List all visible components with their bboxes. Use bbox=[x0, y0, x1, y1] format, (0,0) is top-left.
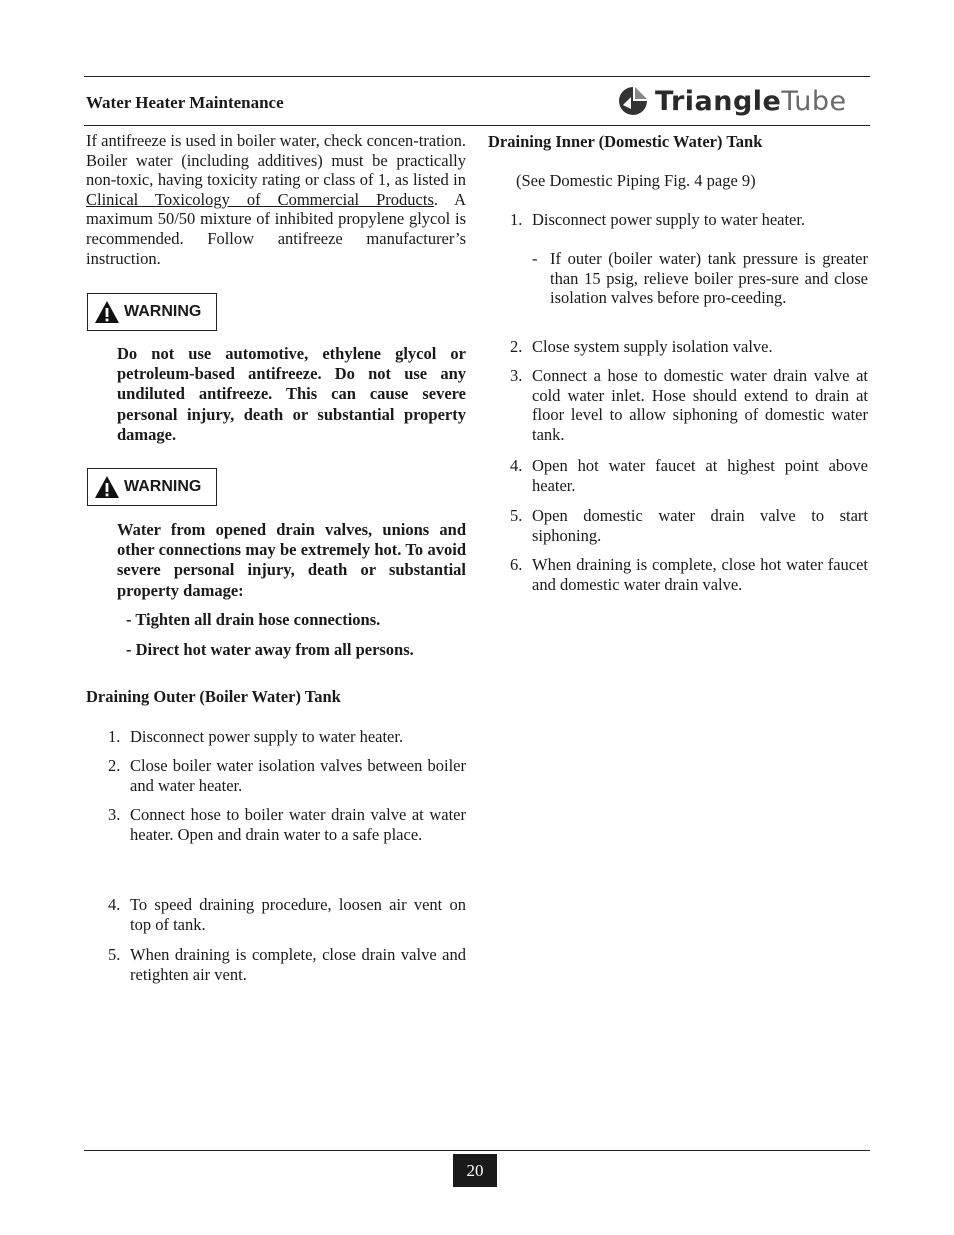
reference-title: Clinical Toxicology of Commercial Products bbox=[86, 189, 434, 209]
list-sub-item: - If outer (boiler water) tank pressure is greater than 15 psig, relieve boiler pres-sure and close isolation valves before pro-ceeding. bbox=[532, 249, 868, 308]
warning-icon bbox=[94, 300, 120, 324]
list-item: 4. Open hot water faucet at highest point above heater. bbox=[510, 456, 868, 495]
list-item: 5. When draining is complete, close drain valve and retighten air vent. bbox=[108, 945, 466, 984]
section-title-inner: Draining Inner (Domestic Water) Tank bbox=[488, 132, 763, 151]
warning-label-1: WARNING bbox=[87, 293, 217, 331]
reference-note: (See Domestic Piping Fig. 4 page 9) bbox=[516, 171, 756, 190]
page-title: Water Heater Maintenance bbox=[86, 93, 284, 112]
footer-rule bbox=[84, 1150, 870, 1151]
list-item: 6. When draining is complete, close hot water faucet and domestic water drain valve. bbox=[510, 555, 868, 594]
list-item: 2. Close boiler water isolation valves between boiler and water heater. bbox=[108, 756, 466, 795]
list-item: 2. Close system supply isolation valve. bbox=[510, 337, 773, 356]
logo-icon bbox=[617, 85, 649, 117]
section-title-outer: Draining Outer (Boiler Water) Tank bbox=[86, 687, 341, 706]
list-item: 5. Open domestic water drain valve to start siphoning. bbox=[510, 506, 868, 545]
list-item: 1. Disconnect power supply to water heater. bbox=[510, 210, 806, 229]
intro-paragraph: If antifreeze is used in boiler water, check concen-tration. Boiler water (including additives) must be practically non-toxic, having toxicity rating or class of 1, as listed in Clinical Toxicology of Commercial Products. A maximum 50/50 mixture of inhibited propylene glycol is recommended. Follow antifreeze manufacturer’s instruction. bbox=[86, 131, 466, 268]
warning-2-text: Water from opened drain valves, unions and other connections may be extremely hot. To avoid severe personal injury, death or substantial property damage: bbox=[117, 520, 466, 600]
brand-logo bbox=[617, 85, 847, 117]
warning-label-2: WARNING bbox=[87, 468, 217, 506]
warning-1-text: Do not use automotive, ethylene glycol or petroleum-based antifreeze. Do not use any undiluted antifreeze. This can cause severe personal injury, death or substantial property damage. bbox=[117, 344, 466, 444]
list-item: 4. To speed draining procedure, loosen air vent on top of tank. bbox=[108, 895, 466, 934]
list-item: 3. Connect hose to boiler water drain valve at water heater. Open and drain water to a safe place. bbox=[108, 805, 466, 844]
logo-text-light: Tube bbox=[781, 85, 847, 117]
page-number: 20 bbox=[453, 1154, 497, 1187]
warning-icon bbox=[94, 475, 120, 499]
logo-text-bold: Triangle bbox=[655, 85, 782, 117]
header-bottom-rule bbox=[84, 125, 870, 126]
list-item: 3. Connect a hose to domestic water drain valve at cold water inlet. Hose should extend to drain at floor level to allow siphoning of domestic water tank. bbox=[510, 366, 868, 444]
warning-2-bullet: - Direct hot water away from all persons. bbox=[126, 640, 414, 659]
top-rule bbox=[84, 76, 870, 77]
warning-2-bullet: - Tighten all drain hose connections. bbox=[126, 610, 381, 629]
list-item: 1. Disconnect power supply to water heater. bbox=[108, 727, 404, 746]
